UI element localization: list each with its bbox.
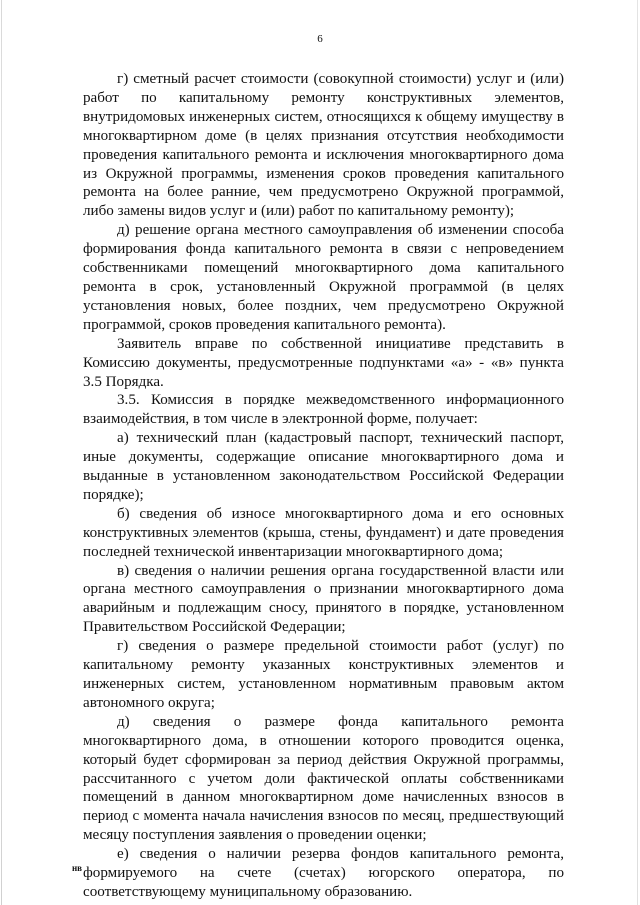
paragraph-g-estimate: г) сметный расчет стоимости (совокупной стоимости) услуг и (или) работ по капитальному ремонту конструктивных элементов, внутридомовых инженерных систем, относящихся к общему имуществу в многоквартирном доме (в целях признания отсутствия необходимости проведения капитального ремонта и исключения многоквартирного дома из Окружной программы, изменения сроков проведения капитального ремонта на более ранние, чем предусмотрено Окружной программой, либо замены видов услуг и (или) работ по капитальному ремонту);: [83, 71, 564, 220]
scan-edge-left: [1, 0, 2, 905]
paragraph-3-5: 3.5. Комиссия в порядке межведомственного информационного взаимодействия, в том числе в электронной форме, получает:: [83, 392, 564, 428]
scan-edge-right: [637, 0, 638, 905]
paragraph-e-reserve: е) сведения о наличии резерва фондов капитального ремонта, формируемого на счете (счетах) югорского оператора, по соответствующему муниципальному образованию.: [83, 846, 564, 900]
paragraph-b-wear-info: б) сведения об износе многоквартирного дома и его основных конструктивных элементов (крыша, стены, фундамент) и дате проведения последней технической инвентаризации многоквартирного дома;: [83, 505, 564, 560]
document-body: [83, 70, 564, 902]
paragraph-d-decision: д) решение органа местного самоуправления об изменении способа формирования фонда капитального ремонта в связи с непроведением собственниками помещений многоквартирного дома капитального ремонта в срок, установленный Окружной программой (в целях установления новых, более поздних, чем предусмотрено Окружной программой, сроков проведения капитального ремонта).: [83, 222, 564, 333]
paragraph-v-emergency-info: в) сведения о наличии решения органа государственной власти или органа местного самоуправления о признании многоквартирного дома аварийным и подлежащим сносу, принятого в порядке, установленном Правительством Российской Федерации;: [83, 562, 564, 636]
page-number: 6: [317, 33, 323, 45]
footer-mark: нв: [72, 863, 83, 873]
paragraph-g-cost-limit: г) сведения о размере предельной стоимости работ (услуг) по капитальному ремонту указанных конструктивных элементов и инженерных систем, установленном нормативным правовым актом автономного округа;: [83, 638, 564, 711]
paragraph-applicant-right: Заявитель вправе по собственной инициативе представить в Комиссию документы, предусмотренные подпунктами «а» - «в» пункта 3.5 Порядка.: [83, 335, 564, 390]
paragraph-a-technical-plan: а) технический план (кадастровый паспорт, технический паспорт, иные документы, содержащие описание многоквартирного дома и выданные в установленном законодательством Российской Федерации порядке);: [83, 430, 564, 503]
paragraph-d-fund-size: д) сведения о размере фонда капитального ремонта многоквартирного дома, в отношении которого проводится оценка, который будет сформирован за период действия Окружной программы, рассчитанного с учетом доли фактической оплаты собственниками помещений в данном многоквартирном доме начисленных взносов в период с момента начала начисления взносов по месяц, предшествующий месяцу поступления заявления о проведении оценки;: [83, 713, 564, 844]
